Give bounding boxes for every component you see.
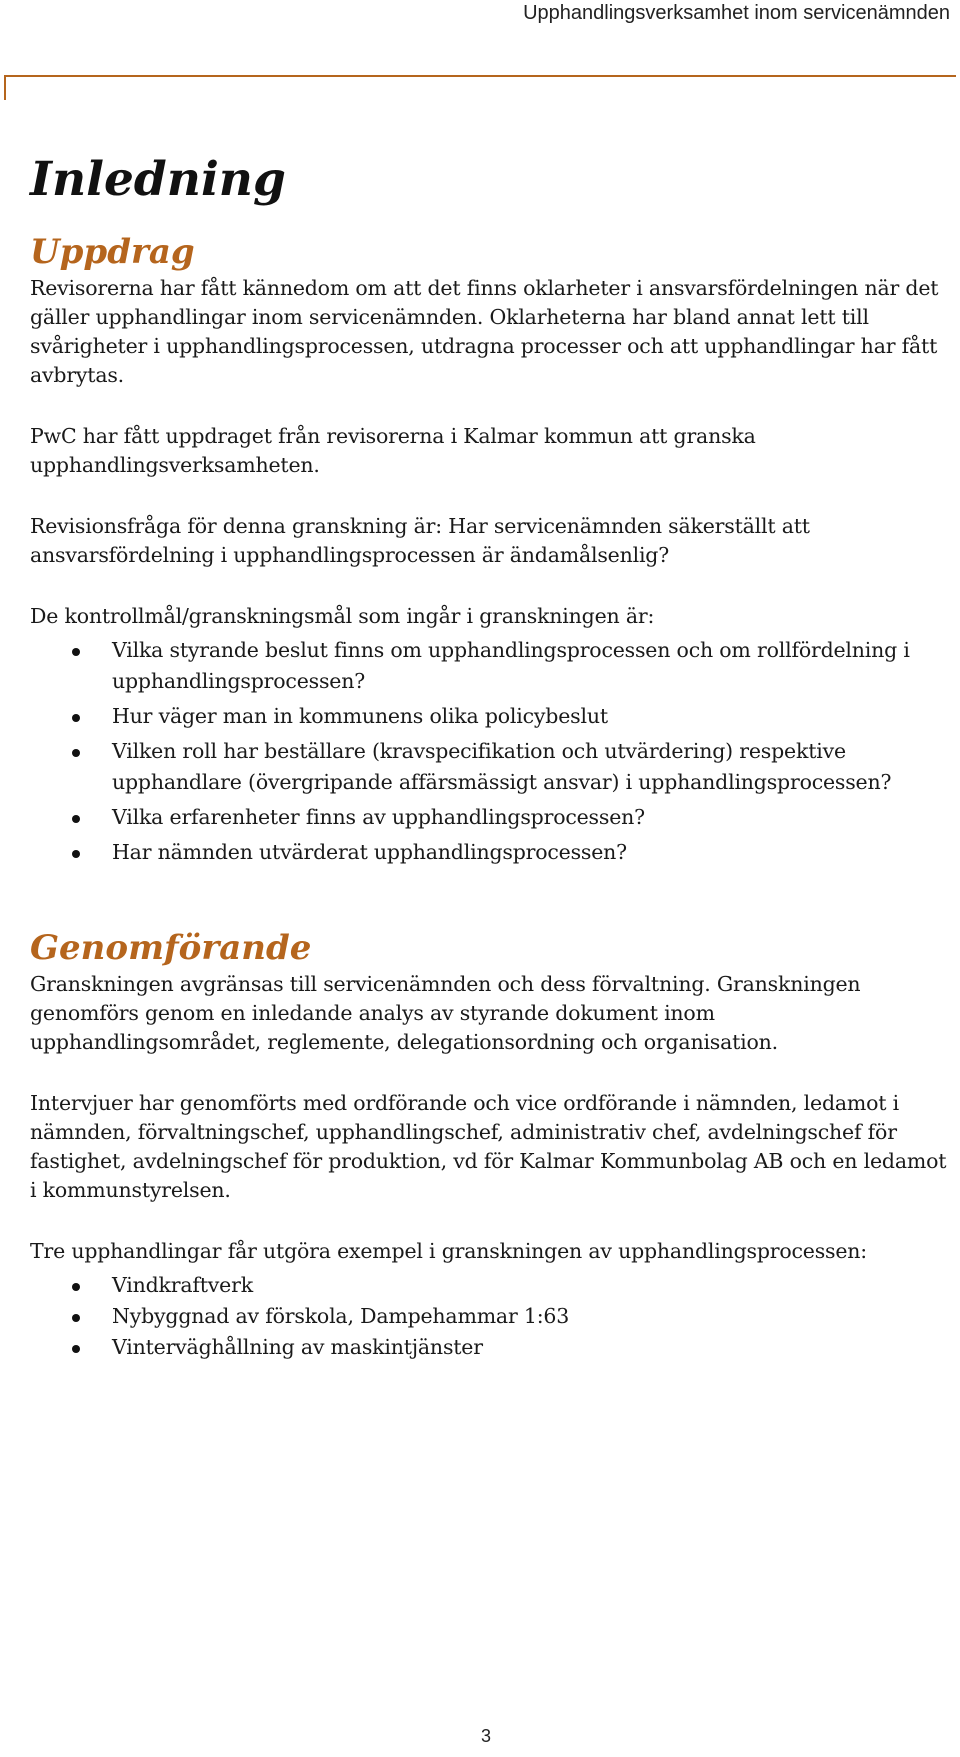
list-item: Vilka erfarenheter finns av upphandlingsprocessen? [30, 802, 950, 833]
list-item: Vindkraftverk [30, 1270, 950, 1301]
section-heading-uppdrag: Uppdrag [30, 232, 195, 272]
page-number: 3 [480, 1726, 491, 1746]
header-rule [4, 75, 956, 77]
list-item: Hur väger man in kommunens olika policybeslut [30, 701, 950, 732]
kontrollmal-list [30, 635, 950, 868]
paragraph: Revisionsfråga för denna granskning är: Har servicenämnden säkerställt att ansvarsfördelning i upphandlingsprocessen är ändamålsenlig? [30, 514, 810, 567]
paragraph: Revisorerna har fått kännedom om att det finns oklarheter i ansvarsfördelningen när det gäller upphandlingar inom servicenämnden. Oklarheterna har bland annat lett till svårigheter i upphandlingsprocessen, utdragna processer och att upphandlingar har fått avbrytas. [30, 276, 939, 387]
paragraph: Granskningen avgränsas till servicenämnden och dess förvaltning. Granskningen genomförs genom en inledande analys av styrande dokument inom upphandlingsområdet, reglemente, delegationsordning och organisation. [30, 972, 861, 1054]
page-content [30, 150, 950, 1363]
list-item: Nybyggnad av förskola, Dampehammar 1:63 [30, 1301, 950, 1332]
list-intro: De kontrollmål/granskningsmål som ingår i granskningen är: [30, 604, 655, 628]
list-item: Vilken roll har beställare (kravspecifikation och utvärdering) respektive upphandlare (övergripande affärsmässigt ansvar) i upphandlingsprocessen? [30, 736, 950, 798]
list-item: Har nämnden utvärderat upphandlingsprocessen? [30, 837, 950, 868]
paragraph: Intervjuer har genomförts med ordförande och vice ordförande i nämnden, ledamot i nämnden, förvaltningschef, upphandlingschef, administrativ chef, avdelningschef för fastighet, avdelningschef för produktion, vd för Kalmar Kommunbolag AB och en ledamot i kommunstyrelsen. [30, 1091, 947, 1202]
paragraph: PwC har fått uppdraget från revisorerna i Kalmar kommun att granska upphandlingsverksamheten. [30, 424, 756, 477]
section-heading-genomforande: Genomförande [30, 928, 312, 968]
running-header: Upphandlingsverksamhet inom servicenämnden [523, 2, 950, 24]
page-title: Inledning [30, 152, 286, 207]
list-item: Vinterväghållning av maskintjänster [30, 1332, 950, 1363]
list-item: Vilka styrande beslut finns om upphandlingsprocessen och om rollfördelning i upphandlingsprocessen? [30, 635, 950, 697]
upphandlingar-list [30, 1270, 950, 1363]
header-rule-tick [4, 75, 6, 100]
list-intro: Tre upphandlingar får utgöra exempel i granskningen av upphandlingsprocessen: [30, 1239, 867, 1263]
